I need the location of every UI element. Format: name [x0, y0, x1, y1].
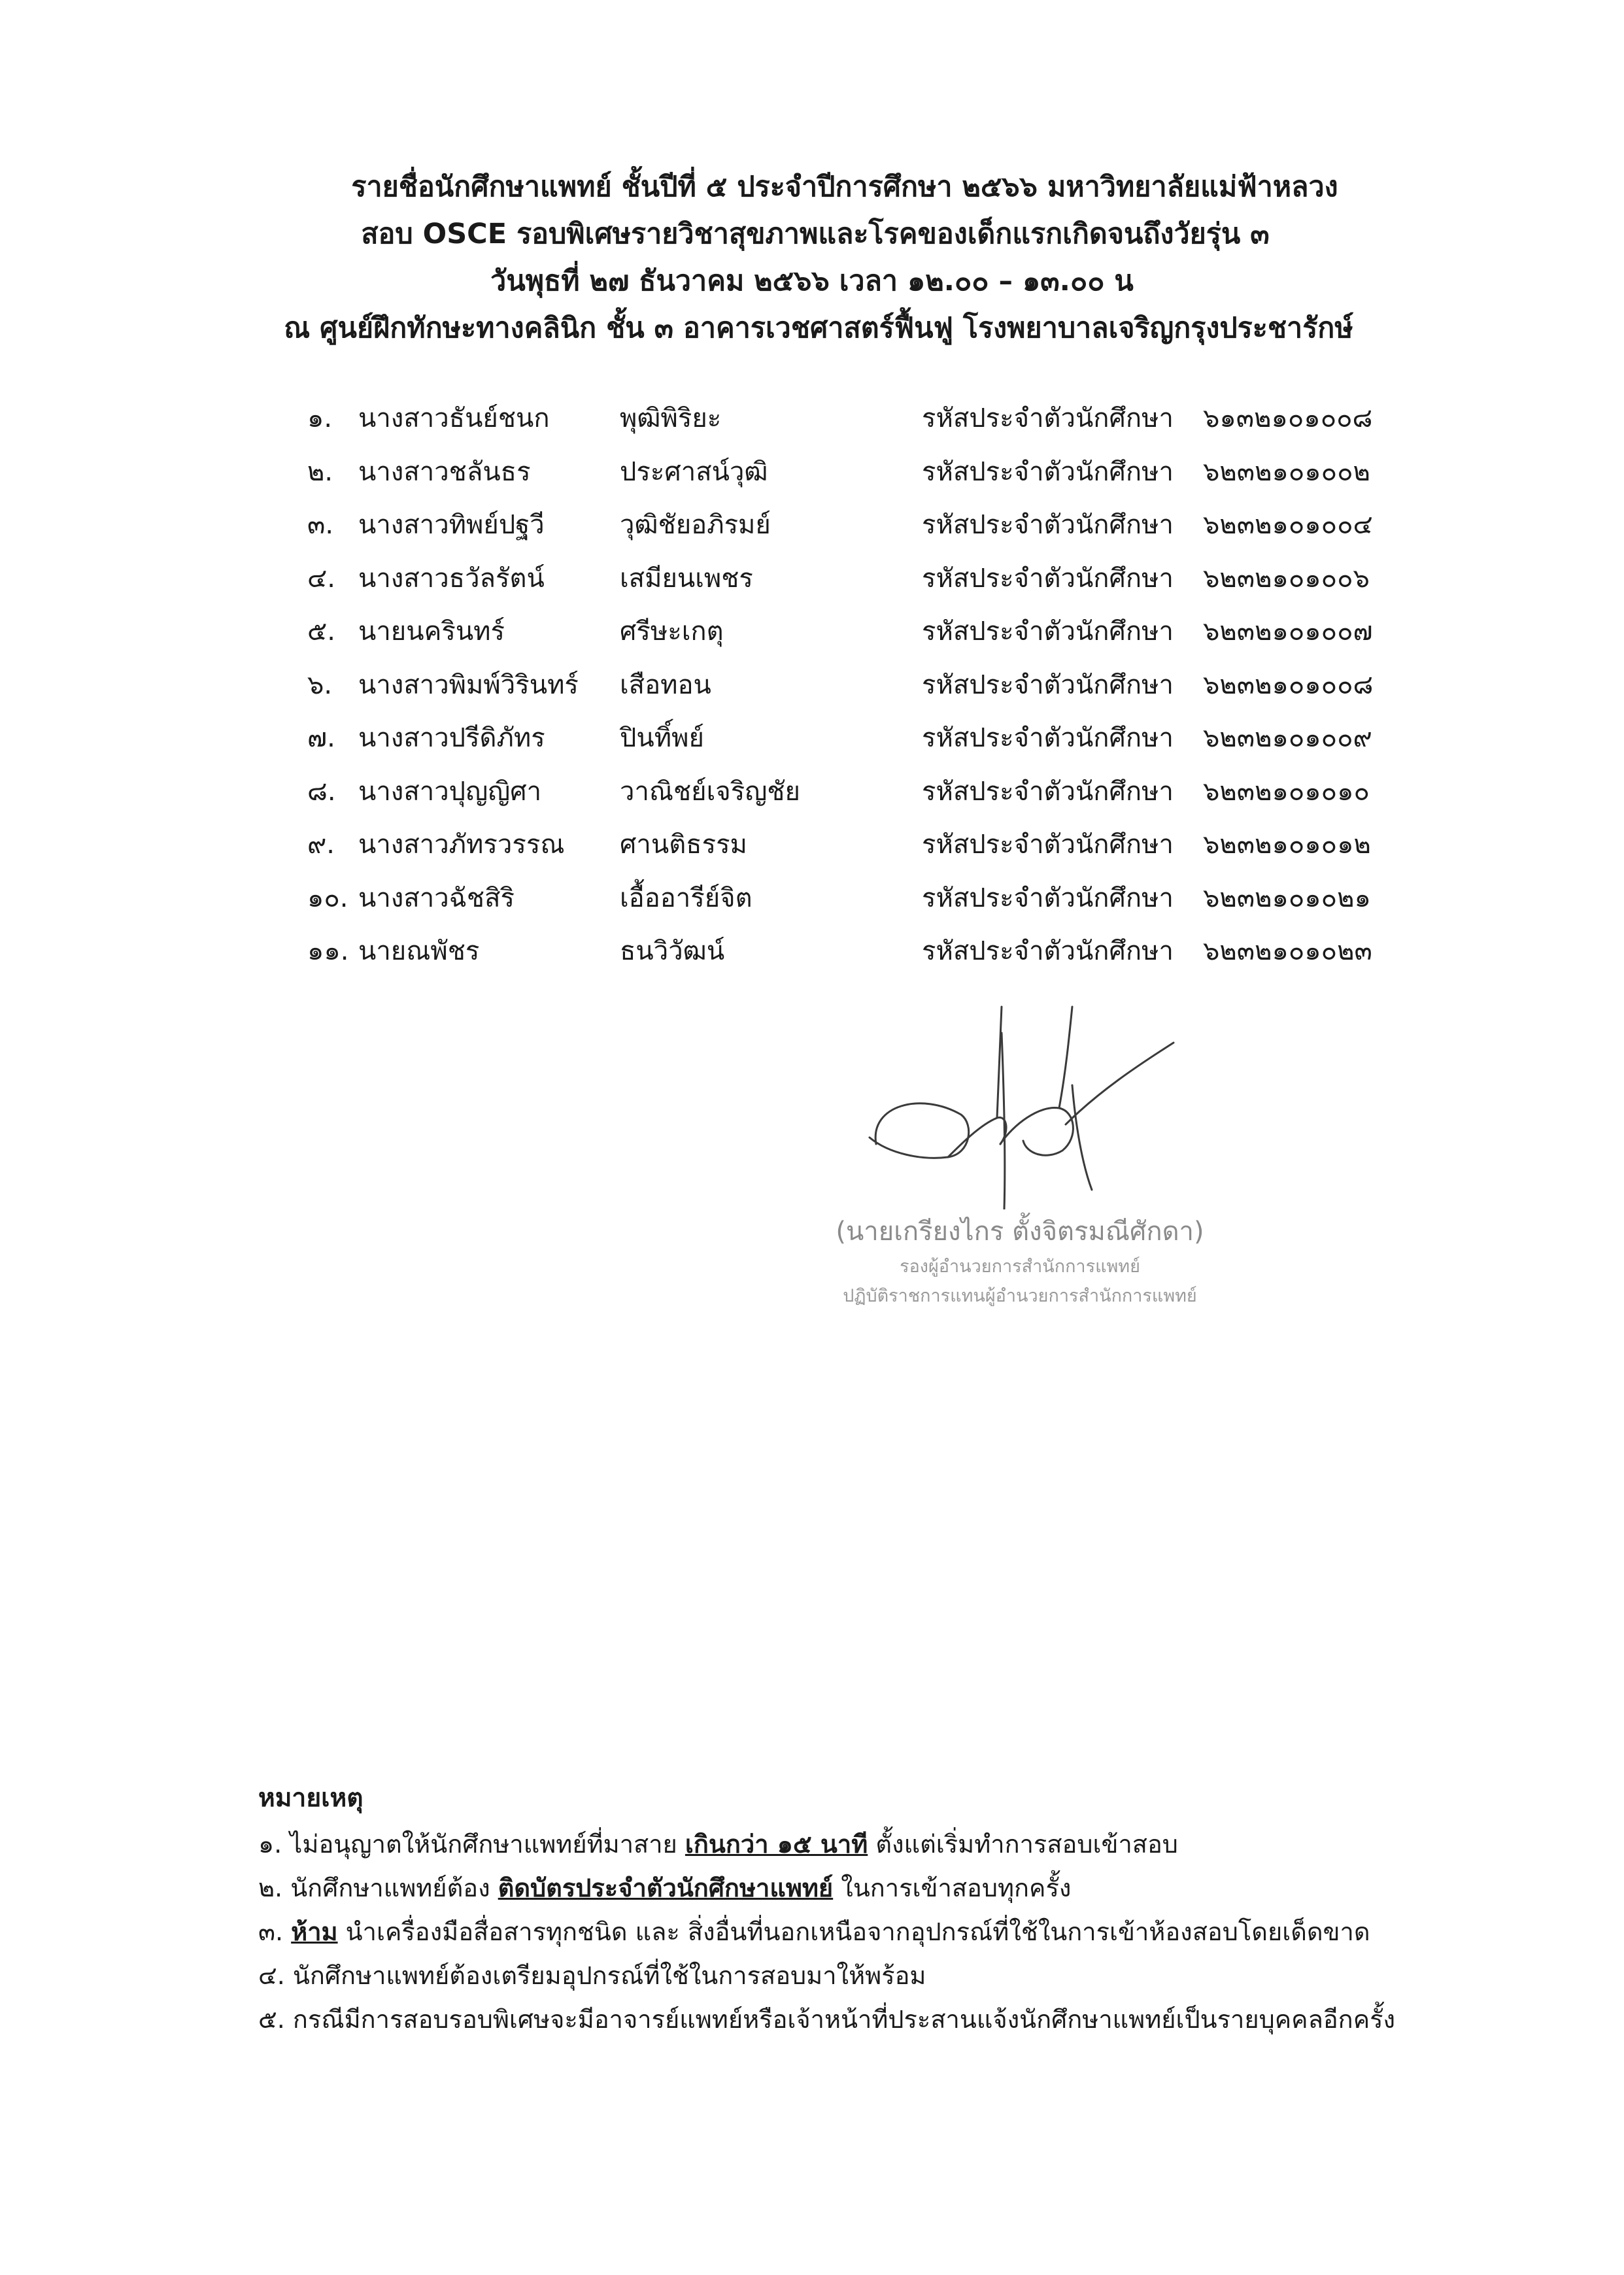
note-emphasis: เกินกว่า ๑๕ นาที — [685, 1830, 868, 1859]
student-id-label: รหัสประจำตัวนักศึกษา — [922, 403, 1174, 433]
signatory-name: (นายเกรียงไกร ตั้งจิตรมณีศักดา) — [836, 1217, 1204, 1247]
student-number: ๕. — [307, 616, 335, 647]
student-number: ๙. — [307, 830, 335, 860]
student-number: ๒. — [307, 456, 333, 487]
header-date: วันพุธที่ ๒๗ ธันวาคม ๒๕๖๖ เวลา ๑๒.๐๐ – ๑๓.๐๐ น — [490, 265, 1134, 297]
note-text: ในการเข้าสอบทุกครั้ง — [833, 1874, 1072, 1902]
note-item-5: ๕. กรณีมีการสอบรอบพิเศษจะมีอาจารย์แพทย์หรือเจ้าหน้าที่ประสานแจ้งนักศึกษาแพทย์เป็นรายบุคคลอีกครั้ง — [258, 2005, 1396, 2034]
note-text: ๒. นักศึกษาแพทย์ต้อง — [258, 1874, 498, 1902]
student-first-name: นางสาวธวัลรัตน์ — [358, 563, 545, 594]
student-first-name: นางสาวปรีดิภัทร — [358, 723, 545, 753]
student-id: ๖๑๓๒๑๐๑๐๐๘ — [1203, 403, 1373, 433]
student-row — [307, 718, 1419, 772]
document-header — [0, 163, 1624, 352]
note-text: ตั้งแต่เริ่มทำการสอบเข้าสอบ — [868, 1830, 1178, 1859]
student-last-name: ธนวิวัฒน์ — [620, 936, 725, 966]
student-first-name: นายนครินทร์ — [358, 616, 505, 647]
student-first-name: นางสาวทิพย์ปฐวี — [358, 510, 545, 540]
notes-section — [258, 1778, 1566, 2043]
student-id-label: รหัสประจำตัวนักศึกษา — [922, 883, 1174, 913]
student-id-label: รหัสประจำตัวนักศึกษา — [922, 669, 1174, 700]
student-id-label: รหัสประจำตัวนักศึกษา — [922, 776, 1174, 807]
student-row — [307, 772, 1419, 826]
student-id: ๖๒๓๒๑๐๑๐๒๓ — [1203, 936, 1372, 966]
student-row — [307, 452, 1419, 506]
header-exam: สอบ OSCE รอบพิเศษรายวิชาสุขภาพและโรคของเด็กแรกเกิดจนถึงวัยรุ่น ๓ — [361, 218, 1270, 250]
student-id: ๖๒๓๒๑๐๑๐๑๒ — [1203, 830, 1371, 860]
student-row — [307, 505, 1419, 559]
note-emphasis: ติดบัตรประจำตัวนักศึกษาแพทย์ — [498, 1874, 834, 1902]
student-id-label: รหัสประจำตัวนักศึกษา — [922, 563, 1174, 594]
student-id-label: รหัสประจำตัวนักศึกษา — [922, 616, 1174, 647]
handwritten-signature — [850, 994, 1177, 1209]
header-location: ณ ศูนย์ฝึกทักษะทางคลินิก ชั้น ๓ อาคารเวชศาสตร์ฟื้นฟู โรงพยาบาลเจริญกรุงประชารักษ์ — [284, 312, 1353, 345]
student-first-name: นางสาวชลันธร — [358, 456, 531, 487]
note-emphasis: ห้าม — [291, 1917, 338, 1946]
student-number: ๗. — [307, 723, 335, 753]
note-item-1 — [258, 1824, 1566, 1868]
student-number: ๑. — [307, 403, 333, 433]
student-last-name: วุฒิชัยอภิรมย์ — [620, 510, 771, 540]
student-row — [307, 399, 1419, 452]
student-last-name: เสือทอน — [620, 669, 711, 700]
note-text: ๓. — [258, 1917, 292, 1946]
student-id-label: รหัสประจำตัวนักศึกษา — [922, 936, 1174, 966]
student-row — [307, 932, 1419, 985]
student-id-label: รหัสประจำตัวนักศึกษา — [922, 830, 1174, 860]
student-number: ๑๐. — [307, 883, 348, 913]
student-last-name: ปินทิ์พย์ — [620, 723, 704, 753]
student-id: ๖๒๓๒๑๐๑๐๐๙ — [1203, 723, 1372, 753]
student-id: ๖๒๓๒๑๐๑๐๐๒ — [1203, 456, 1370, 487]
note-item-4: ๔. นักศึกษาแพทย์ต้องเตรียมอุปกรณ์ที่ใช้ในการสอบมาให้พร้อม — [258, 1961, 926, 1990]
student-row — [307, 666, 1419, 719]
signatory-title: รองผู้อำนวยการสำนักการแพทย์ — [900, 1256, 1140, 1277]
student-id: ๖๒๓๒๑๐๑๐๐๔ — [1203, 510, 1373, 540]
student-last-name: ศานติธรรม — [620, 830, 747, 860]
student-last-name: พุฒิพิริยะ — [620, 403, 722, 433]
student-number: ๖. — [307, 669, 333, 700]
student-id: ๖๒๓๒๑๐๑๐๑๐ — [1203, 776, 1370, 807]
student-last-name: วาณิชย์เจริญชัย — [620, 776, 800, 807]
note-text: ๑. ไม่อนุญาตให้นักศึกษาแพทย์ที่มาสาย — [258, 1830, 685, 1859]
student-id: ๖๒๓๒๑๐๑๐๐๘ — [1203, 669, 1374, 700]
note-item-3 — [258, 1912, 1566, 1955]
student-id-label: รหัสประจำตัวนักศึกษา — [922, 456, 1174, 487]
student-id: ๖๒๓๒๑๐๑๐๐๗ — [1203, 616, 1373, 647]
student-number: ๘. — [307, 776, 336, 807]
student-first-name: นางสาวภัทรวรรณ — [358, 830, 565, 860]
student-first-name: นายณพัชร — [358, 936, 480, 966]
notes-title: หมายเหตุ — [258, 1783, 364, 1813]
student-id: ๖๒๓๒๑๐๑๐๒๑ — [1203, 883, 1371, 913]
header-title: รายชื่อนักศึกษาแพทย์ ชั้นปีที่ ๕ ประจำปีการศึกษา ๒๕๖๖ มหาวิทยาลัยแม่ฟ้าหลวง — [351, 171, 1338, 203]
student-last-name: เสมียนเพชร — [620, 563, 753, 594]
student-first-name: นางสาวฉัชสิริ — [358, 883, 515, 913]
student-number: ๓. — [307, 510, 334, 540]
note-item-2 — [258, 1868, 1566, 1912]
student-id-label: รหัสประจำตัวนักศึกษา — [922, 723, 1174, 753]
student-number: ๑๑. — [307, 936, 349, 966]
student-roster — [307, 399, 1419, 985]
student-first-name: นางสาวพิมพ์วิรินทร์ — [358, 669, 579, 700]
note-text: นำเครื่องมือสื่อสารทุกชนิด และ สิ่งอื่นที่นอกเหนือจากอุปกรณ์ที่ใช้ในการเข้าห้องสอบโดยเด็ดขาด — [337, 1917, 1370, 1946]
student-number: ๔. — [307, 563, 335, 594]
student-first-name: นางสาวธันย์ชนก — [358, 403, 550, 433]
student-last-name: ศรีษะเกตุ — [620, 616, 724, 647]
student-first-name: นางสาวปุญญิศา — [358, 776, 542, 807]
student-id: ๖๒๓๒๑๐๑๐๐๖ — [1203, 563, 1370, 594]
student-row — [307, 612, 1419, 666]
signatory-acting-title: ปฏิบัติราชการแทนผู้อำนวยการสำนักการแพทย์ — [843, 1286, 1197, 1306]
student-last-name: เอื้ออารีย์จิต — [620, 883, 753, 913]
student-last-name: ประศาสน์วุฒิ — [620, 456, 768, 487]
student-row — [307, 879, 1419, 932]
student-row — [307, 559, 1419, 613]
student-id-label: รหัสประจำตัวนักศึกษา — [922, 510, 1174, 540]
student-row — [307, 825, 1419, 879]
